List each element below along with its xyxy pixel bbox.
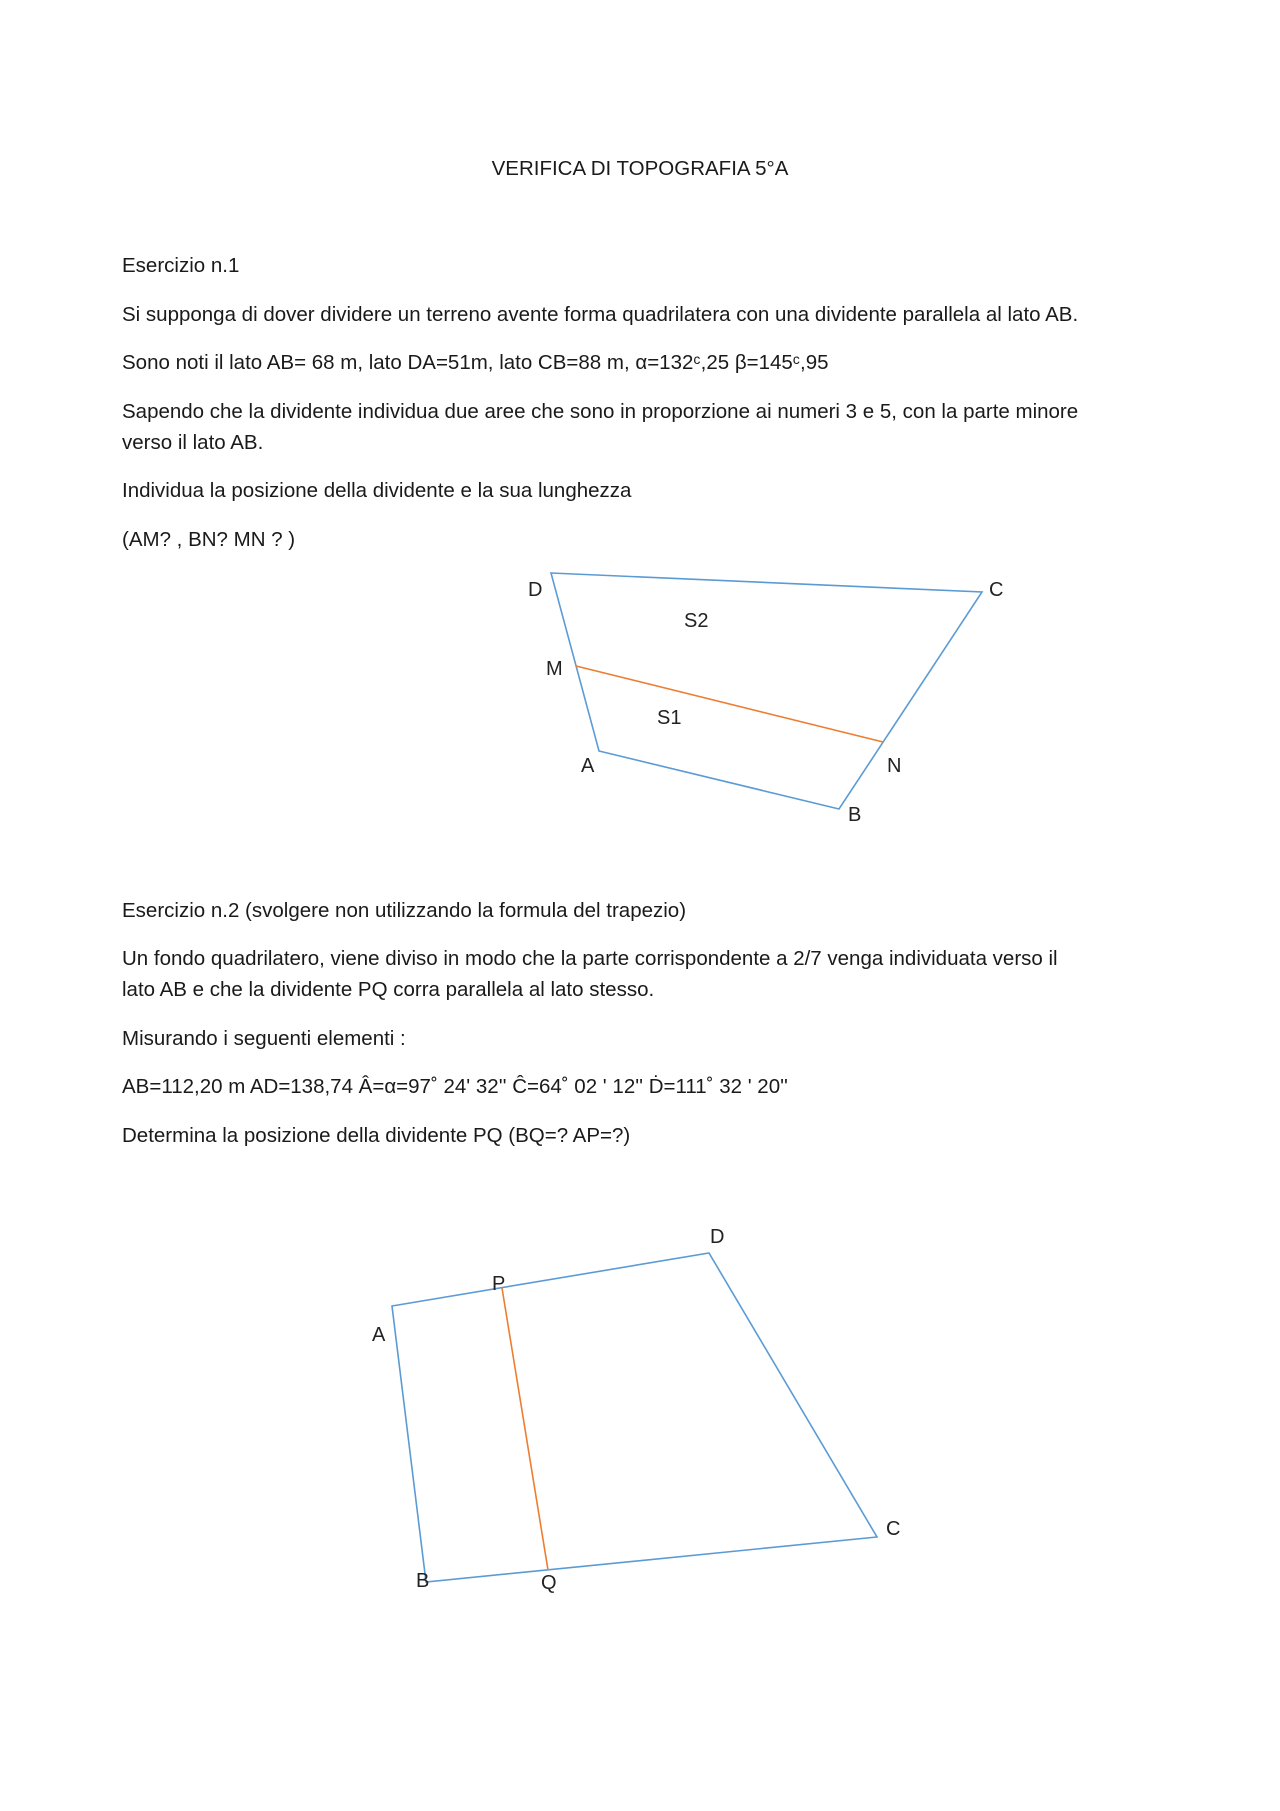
exercise1-line4: Individua la posizione della dividente e la sua lunghezza [122,479,632,502]
figure2-quadrilateral [372,1226,900,1594]
exercise1-line3b: verso il lato AB. [122,431,264,454]
exercise2-line2: Misurando i seguenti elementi : [122,1027,406,1050]
document-title: VERIFICA DI TOPOGRAFIA 5°A [491,157,789,180]
figure2-label-C: C [886,1518,901,1540]
figure2-label-P: P [492,1273,506,1295]
figure1-label-C: C [989,579,1004,601]
figure1-label-B: B [848,804,862,826]
figure1-label-A: A [581,755,595,777]
figure1-outline [551,573,982,809]
exercise2-line1a: Un fondo quadrilatero, viene diviso in modo che la parte corrispondente a 2/7 venga individuata verso il [122,947,1058,970]
figure1-quadrilateral [528,573,1003,826]
exercise1-heading: Esercizio n.1 [122,254,240,277]
exercise1-line3a: Sapendo che la dividente individua due aree che sono in proporzione ai numeri 3 e 5, con la parte minore [122,400,1079,423]
figure1-label-N: N [887,755,902,777]
figure1-label-S2: S2 [684,610,709,632]
figure2-label-A: A [372,1324,386,1346]
exercise2-line3: AB=112,20 m AD=138,74 Â=α=97˚ 24' 32'' Ĉ=64˚ 02 ' 12'' Ḋ=111˚ 32 ' 20'' [122,1075,788,1098]
exercise1-line5: (AM? , BN? MN ? ) [122,528,296,551]
figure2-outline [392,1253,877,1582]
figure1-label-S1: S1 [657,707,682,729]
figure2-label-Q: Q [541,1572,557,1594]
exercise2-heading: Esercizio n.2 (svolgere non utilizzando la formula del trapezio) [122,899,687,922]
exercise1-line1: Si supponga di dover dividere un terreno avente forma quadrilatera con una dividente parallela al lato AB. [122,303,1079,326]
exercise1-line2: Sono noti il lato AB= 68 m, lato DA=51m, lato CB=88 m, α=132ᶜ,25 β=145ᶜ,95 [122,351,829,374]
exercise2-line4: Determina la posizione della dividente PQ (BQ=? AP=?) [122,1124,631,1147]
exercise2-line1b: lato AB e che la dividente PQ corra parallela al lato stesso. [122,978,655,1001]
figure2-label-B: B [416,1570,430,1592]
figure1-label-D: D [528,579,543,601]
figure2-label-D: D [710,1226,725,1248]
figure2-divider-PQ [502,1288,548,1570]
figure1-divider-MN [576,666,883,742]
figure1-label-M: M [546,658,563,680]
